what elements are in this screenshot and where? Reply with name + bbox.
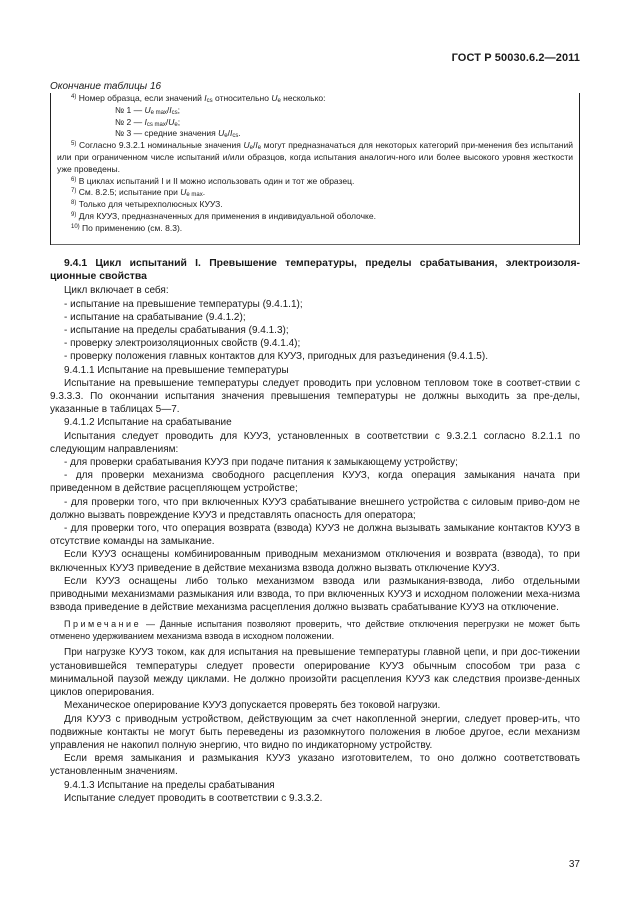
list-item: - для проверки срабатывания КУУЗ при подаче питания к замыкающему устройству; [64,457,458,469]
standard-code: ГОСТ Р 50030.6.2—2011 [451,52,580,64]
subsection-title: 9.4.1.3 Испытание на пределы срабатывания [64,779,275,791]
footnote-6: $^{6)}$ В циклах испытаний I и II можно использовать один и тот же образец. [71,175,355,186]
footnote-4-item-2: № 2 — $I_{cs max}/U_e$; [115,116,181,128]
table-footnotes [50,93,580,245]
paragraph: Испытания следует проводить для КУУЗ, установленных в соответствии с 9.3.2.1 согласно 8.2.1.1 по следующим направлениям: [50,430,580,455]
main-text [50,257,580,805]
paragraph: Если время замыкания и размыкания КУУЗ указано изготовителем, то оно должно соответствовать установленным значениям. [50,753,580,778]
list-item: - для проверки механизма свободного расцепления КУУЗ, когда операция замыкания начата при приведенном в действие расцепляющем устройстве; [50,470,580,495]
footnote-10: $^{10)}$ По применению (см. 8.3). [71,222,183,233]
footnote-4-item-3: № 3 — средние значения $U_e/I_{cs}$. [115,128,241,140]
paragraph: Механическое оперирование КУУЗ допускается проверять без токовой нагрузки. [64,700,441,712]
paragraph: Для КУУЗ с приводным устройством, действующим за счет накопленной энергии, следует провер-ить, что подвижные контакты не могут быть переведены из разомкнутого положения в любое другое, если механизм управления не накопил полную энергию, что видно по индикаторному устройству. [50,713,580,751]
list-item: - для проверки того, что при включенных КУУЗ срабатывание внешнего устройства с силовым приво-дом не должно вызвать повреждение КУУЗ и представлять опасность для оператора; [50,496,580,521]
note-label: Примечание [64,619,142,630]
paragraph: При нагрузке КУУЗ током, как для испытания на превышение температуры главной цепи, и при дос-тижении установившейся температуры следует провести оперирование КУУЗ обычным способом три раза с минимальной паузой между циклами. Не должно произойти расцепления КУУЗ как следствия произве-денных циклов оперирования. [50,647,580,699]
footnote-8: $^{8)}$ Только для четырехполюсных КУУЗ. [71,199,223,210]
list-item: - для проверки того, что операция возврата (взвода) КУУЗ не должна вызывать замыкание контактов КУУЗ в отсутствие команды на замыкание. [50,523,580,548]
subsection-title: 9.4.1.2 Испытание на срабатывание [64,417,232,429]
footnote-7: $^{7)}$ См. 8.2.5; испытание при $U_{e max}$. [71,187,206,199]
list-item: - проверку электроизоляционных свойств (9.4.1.4); [64,338,301,350]
list-item: - испытание на превышение температуры (9.4.1.1); [64,298,303,310]
section-heading: 9.4.1 Цикл испытаний I. Превышение температуры, пределы срабатывания, электроизоля-ционные свойства [50,258,580,283]
subsection-title: 9.4.1.1 Испытание на превышение температуры [64,364,289,376]
note-text: — Данные испытания позволяют проверить, что действие отключения перегрузки не может быть отменено удерживанием механизма взвода в исходном положении. [50,619,580,642]
list-item: - испытание на пределы срабатывания (9.4.1.3); [64,325,289,337]
paragraph: Если КУУЗ оснащены либо только механизмом взвода или размыкания-взвода, либо отдельными приводными механизмами размыкания или взвода, то при включенных КУУЗ и исходном положении меха-низма взвода приведение в действие механизма расцепления должно вызвать срабатывание КУУЗ на отключение. [50,575,580,614]
footnote-4-item-1: № 1 — $U_{e max}/I_{cs}$; [115,104,181,116]
paragraph: Испытание на превышение температуры следует проводить при условном тепловом токе в соответ-ствии с 9.3.3.3. По окончании испытания значения превышения температуры не должны выходить за пре-делы, указанные в таблицах 5—7. [50,377,580,416]
list-item: - испытание на срабатывание (9.4.1.2); [64,311,246,323]
paragraph: Испытание следует проводить в соответствии с 9.3.3.2. [64,792,323,804]
paragraph: Цикл включает в себя: [64,285,169,297]
footnote-5: $^{5)}$ Согласно 9.3.2.1 номинальные значения $U_e/I_e$ могут предназначаться для некоторых категорий при-менения без испытаний или при ограниченном числе испытаний и/или образцов, когда испытания аналогич-ного или более высокого уровня жесткости уже проведены. [57,140,573,174]
table-caption: Окончание таблицы 16 [50,81,162,92]
paragraph: Если КУУЗ оснащены комбинированным приводным механизмом отключения и возврата (взвода), то при включенных КУУЗ приведение в действие механизма взвода должно вызвать отключение КУУЗ. [50,549,580,574]
page-number: 37 [568,859,580,870]
table-bottom-rule [51,244,579,245]
footnote-4: $^{4)}$ Номер образца, если значений $I_{cs}$ относительно $U_e$ несколько: [71,93,326,104]
footnote-9: $^{9)}$ Для КУУЗ, предназначенных для применения в индивидуальной оболочке. [71,210,376,221]
list-item: - проверку положения главных контактов для КУУЗ, пригодных для разъединения (9.4.1.5). [64,351,488,363]
note [50,618,580,642]
